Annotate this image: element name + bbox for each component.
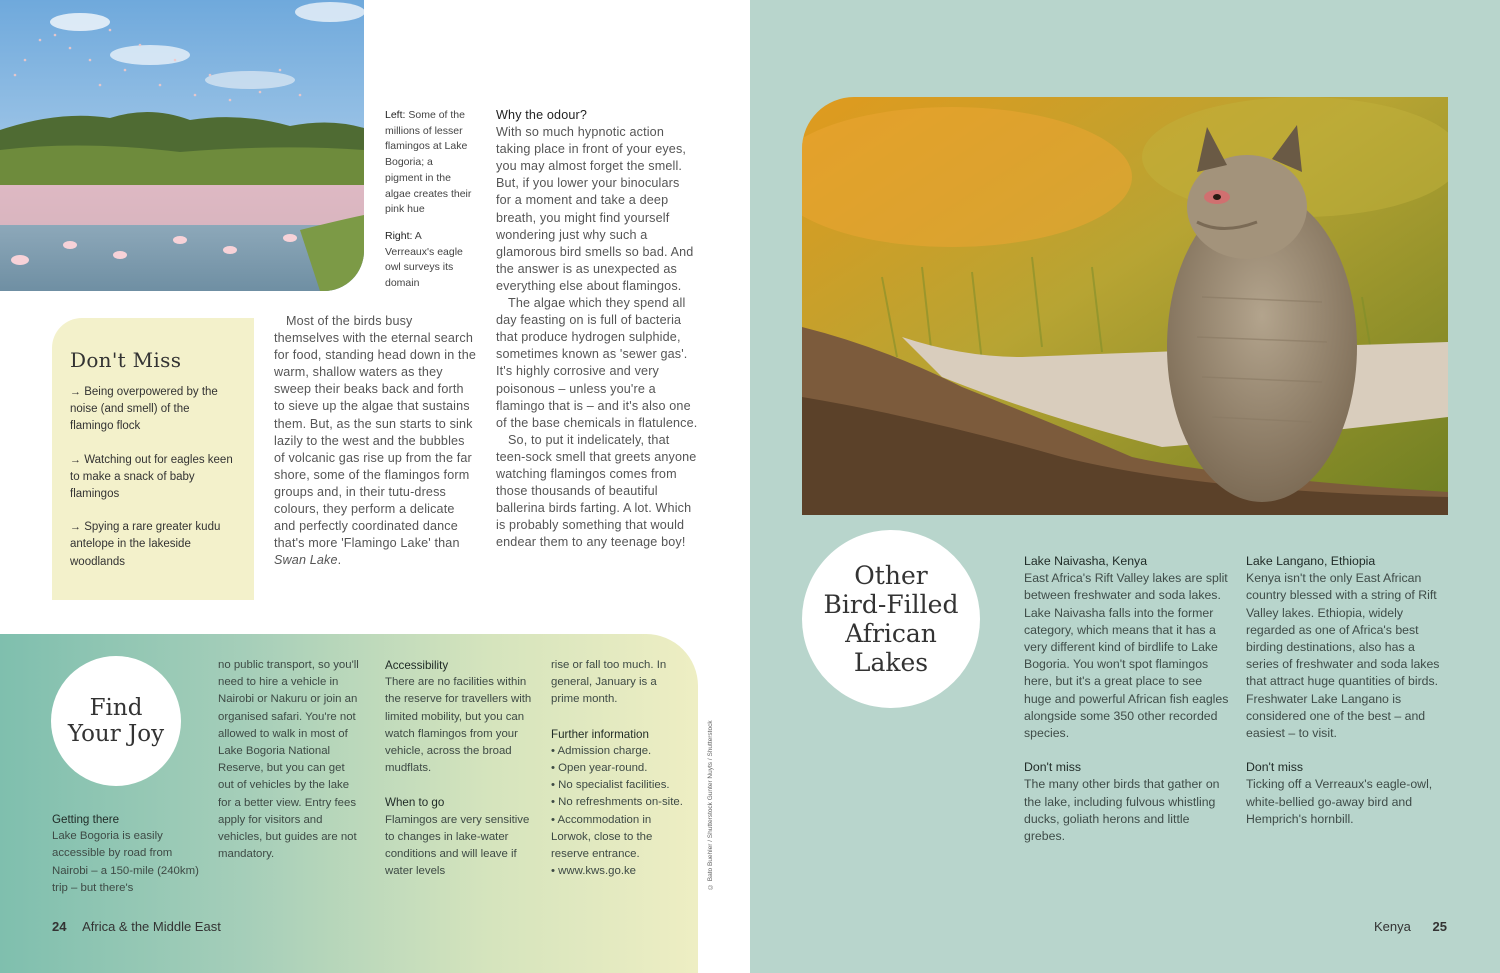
article-italic: Swan Lake [274,553,338,568]
page-number: 24 [52,919,67,934]
lake-langano-text: Kenya isn't the only East African country blessed with a string of Rift Valley lakes. Ethiopia, widely regarded as one of Africa's best birding destinations, also has a series of freshwater and soda lakes that attract huge quantities of birds. Freshwater Lake Langano is considered one of the best – and easiest – to visit. [1246,571,1440,741]
lake-naivasha-heading: Lake Naivasha, Kenya [1024,554,1148,568]
accessibility-column [385,657,535,880]
list-item: • Admission charge. [551,744,652,757]
owl-photo [802,97,1448,515]
joy-title-line: Find [89,695,143,721]
list-item [70,384,236,436]
getting-there-continued [218,657,363,863]
caption-right-label: Right: [385,230,413,242]
accessibility-text: There are no facilities within the reserve for travellers with limited mobility, but you can watch flamingos from your vehicle, across the broad mudflats. [385,676,532,775]
article-column-1 [274,313,478,569]
article-paragraph: With so much hypnotic action taking place in front of your eyes, you may almost forget the smell. But, if you lower your binoculars for a moment and take a deep breath, you might find yourself wondering just why such a glamorous bird smells so bad. And the answer is as unexpected as everything else about flamingos. [496,125,694,293]
lakes-title-line: Lakes [853,648,929,677]
list-item [70,452,236,504]
lake-langano-column [1246,553,1448,828]
when-to-go-text: Flamingos are very sensitive to changes in lake-water conditions and will leave if water levels [385,813,530,878]
caption-right [385,229,473,292]
naivasha-dont-miss-heading: Don't miss [1024,760,1082,775]
list-item [70,519,236,571]
website-link[interactable]: • www.kws.go.ke [551,865,637,878]
when-to-go-heading: When to go [385,796,445,810]
footer-right [1374,919,1447,934]
list-item: • Open year-round. [551,762,648,775]
caption-left-label: Left: [385,109,406,121]
article-column-2 [496,107,698,551]
other-lakes-badge [802,530,980,708]
langano-dont-miss-heading: Don't miss [1246,760,1304,775]
langano-dont-miss-text: Ticking off a Verreaux's eagle-owl, white-bellied go-away bird and Hemprich's hornbill. [1246,777,1433,826]
further-info-column [551,657,686,880]
find-your-joy-badge [51,656,181,786]
photo-credit: © Bato Buehler / Shutterstock Gunter Nuyts / Shutterstock [707,720,714,890]
list-item: • Accommodation in Lorwok, close to the reserve entrance. [551,813,653,861]
dont-miss-title: Don't Miss [70,348,182,372]
further-info-heading: Further information [551,727,649,741]
section-name: Africa & the Middle East [82,919,221,934]
joy-title-line: Your Joy [67,721,165,747]
arrow-icon: → [70,521,81,534]
article-period: . [337,553,342,568]
lake-langano-heading: Lake Langano, Ethiopia [1246,554,1376,568]
footer-left [52,919,221,934]
accessibility-heading: Accessibility [385,659,449,672]
arrow-icon: → [70,453,81,466]
arrow-icon: → [70,386,81,398]
article-paragraph: Most of the birds busy themselves with the eternal search for food, standing head down in the warm, shallow waters as they sweep their beaks back and forth to sieve up the algae that sustains them. But, as the sun starts to sink lazily to the west and the bubbles of volcanic gas rise up from the far shore, some of the flamingos form groups and, in their tutu-dress colours, they perform a delicate and perfectly coordinated dance that's more 'Flamingo Lake' than [274,314,476,551]
lake-naivasha-column [1024,553,1229,845]
lakes-title-line: African [845,619,937,648]
getting-there-column [52,811,202,897]
dont-miss-item-text: Watching out for eagles keen to make a snack of baby flamingos [70,453,233,501]
list-item: • No refreshments on-site. [551,796,683,809]
getting-there-text: Lake Bogoria is easily accessible by road from Nairobi – a 150-mile (240km) trip – but there's [52,830,199,894]
lakes-title-line: Bird-Filled [823,590,959,619]
article-paragraph: So, to put it indelicately, that teen-sock smell that greets anyone watching flamingos comes from those thousands of beautiful ballerina birds farting. A lot. Which is probably something that would endear them to any teenage boy! [496,432,697,550]
when-to-go-text: rise or fall too much. In general, January is a prime month. [551,659,667,706]
page-number: 25 [1432,919,1447,934]
caption-right-text: A Verreaux's eagle owl surveys its domain [385,230,463,290]
getting-there-heading: Getting there [52,813,120,826]
caption-left [385,108,473,218]
odour-heading: Why the odour? [496,108,588,122]
dont-miss-item-text: Spying a rare greater kudu antelope in the lakeside woodlands [70,521,221,568]
getting-there-text: no public transport, so you'll need to hire a vehicle in Nairobi or Nakuru or join an organised safari. You're not allowed to walk in most of Lake Bogoria National Reserve, but you can get out of vehicles by the lake for a better view. Entry fees apply for visitors and vehicles, but guides are not mandatory. [218,659,359,861]
lakes-title-line: Other [854,561,928,590]
section-name: Kenya [1374,919,1411,934]
flamingo-lake-photo [0,0,364,291]
caption-left-text: Some of the millions of lesser flamingos at Lake Bogoria; a pigment in the algae creates their pink hue [385,109,472,216]
article-paragraph: The algae which they spend all day feasting on is full of bacteria that produce hydrogen sulphide, sometimes known as 'sewer gas'. It's highly corrosive and very poisonous – unless you're a flamingo that is – and it's also one of the base chemicals in flatulence. [496,296,698,430]
dont-miss-box [52,318,254,600]
list-item: • No specialist facilities. [551,779,670,792]
naivasha-dont-miss-text: The many other birds that gather on the lake, including fulvous whistling ducks, goliath herons and little grebes. [1024,777,1220,844]
dont-miss-item-text: Being overpowered by the noise (and smell) of the flamingo flock [70,386,218,433]
lake-naivasha-text: East Africa's Rift Valley lakes are split between freshwater and soda lakes. Lake Naivasha falls into the former category, which means that it has a very different kind of birdlife to Lake Bogoria. You won't spot flamingos here, but it's a great place to see huge and powerful African fish eagles alongside some 350 other recorded species. [1024,571,1229,741]
